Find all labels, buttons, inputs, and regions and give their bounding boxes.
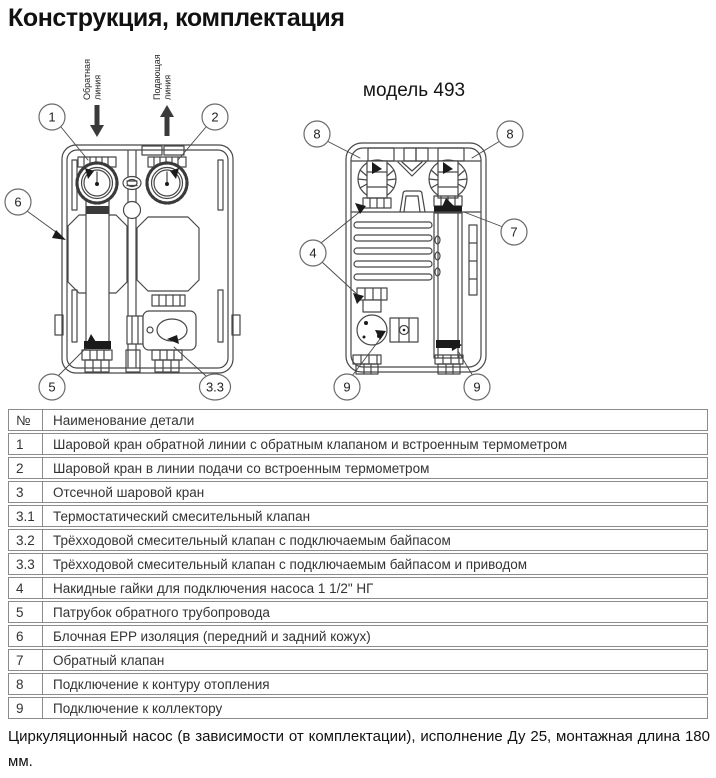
svg-text:8: 8 xyxy=(313,126,321,142)
page-title: Конструкция, комплектация xyxy=(8,4,345,32)
table-row xyxy=(8,697,708,719)
diagrams-canvas xyxy=(0,50,716,408)
row-name: Шаровой кран обратной линии с обратным клапаном и встроенным термометром xyxy=(53,436,568,452)
riser-pipe xyxy=(434,213,462,358)
row-num: 3.2 xyxy=(9,530,43,550)
callout-5 xyxy=(39,374,65,400)
header-name: Наименование детали xyxy=(53,412,195,428)
flow-up-arrow xyxy=(160,105,174,136)
row-num: 3 xyxy=(9,482,43,502)
model-label: модель 493 xyxy=(362,80,466,101)
row-name: Подключение к коллектору xyxy=(53,700,223,716)
table-header-row xyxy=(8,409,708,431)
table-row xyxy=(8,505,708,527)
row-num: 6 xyxy=(9,626,43,646)
table-row xyxy=(8,601,708,623)
callout-8-right xyxy=(497,121,523,147)
callout-1 xyxy=(39,104,65,130)
table-row xyxy=(8,433,708,455)
table-row xyxy=(8,481,708,503)
svg-text:9: 9 xyxy=(343,379,351,395)
table-row xyxy=(8,457,708,479)
row-name: Блочная EPP изоляция (передний и задний кожух) xyxy=(53,628,371,644)
parts-table xyxy=(8,409,708,721)
supply-line-label: Подающаялиния xyxy=(152,54,173,100)
mixing-valve-body xyxy=(357,288,418,345)
svg-text:6: 6 xyxy=(14,194,22,210)
table-row xyxy=(8,577,708,599)
callout-7 xyxy=(501,219,527,245)
row-num: 4 xyxy=(9,578,43,598)
thermometer-gauge-supply xyxy=(147,163,187,203)
svg-text:1: 1 xyxy=(48,109,56,125)
row-num: 3.3 xyxy=(9,554,43,574)
pump-ribs xyxy=(354,222,432,280)
svg-text:8: 8 xyxy=(506,126,514,142)
callout-9-left xyxy=(334,374,360,400)
row-name: Патрубок обратного трубопровода xyxy=(53,604,270,620)
pump-collar xyxy=(152,295,185,306)
row-name: Трёхходовой смесительный клапан с подключаемым байпасом и приводом xyxy=(53,556,528,572)
footer-note: Циркуляционный насос (в зависимости от комплектации), исполнение Ду 25, монтажная длина 180 мм. xyxy=(8,728,710,770)
callout-9-right xyxy=(464,374,490,400)
thermometer-gauge-return xyxy=(77,163,117,203)
callout-2 xyxy=(202,104,228,130)
mixing-valve-actuator xyxy=(127,311,196,350)
svg-text:7: 7 xyxy=(510,224,518,240)
row-num: 5 xyxy=(9,602,43,622)
callout-3-3 xyxy=(200,374,231,400)
row-num: 3.1 xyxy=(9,506,43,526)
svg-text:5: 5 xyxy=(48,379,56,395)
header-num: № xyxy=(9,410,43,430)
left-pump-group-diagram xyxy=(5,54,240,400)
row-num: 8 xyxy=(9,674,43,694)
svg-text:4: 4 xyxy=(309,245,317,261)
side-hinge xyxy=(469,225,477,295)
bottom-connectors-left-diagram xyxy=(82,350,182,372)
heating-port-right xyxy=(429,160,467,198)
row-name: Обратный клапан xyxy=(53,652,165,668)
row-num: 9 xyxy=(9,698,43,718)
return-line-label: Обратнаялиния xyxy=(82,59,103,100)
table-row xyxy=(8,625,708,647)
callout-6 xyxy=(5,189,31,215)
row-name: Накидные гайки для подключения насоса 1 1/2" НГ xyxy=(53,580,374,596)
row-num: 1 xyxy=(9,434,43,454)
row-name: Отсечной шаровой кран xyxy=(53,484,205,500)
row-name: Шаровой кран в линии подачи со встроенным термометром xyxy=(53,460,430,476)
row-num: 7 xyxy=(9,650,43,670)
row-num: 2 xyxy=(9,458,43,478)
table-row xyxy=(8,649,708,671)
svg-text:2: 2 xyxy=(211,109,219,125)
table-row xyxy=(8,529,708,551)
table-row xyxy=(8,553,708,575)
row-name: Термостатический смесительный клапан xyxy=(53,508,311,524)
heating-port-left xyxy=(358,160,396,198)
svg-text:9: 9 xyxy=(473,379,481,395)
svg-text:3.3: 3.3 xyxy=(205,379,225,395)
callout-8-left xyxy=(304,121,330,147)
flow-down-arrow xyxy=(90,105,104,137)
row-name: Трёхходовой смесительный клапан с подключаемым байпасом xyxy=(53,532,451,548)
callout-4 xyxy=(300,240,326,266)
row-name: Подключение к контуру отопления xyxy=(53,676,270,692)
table-row xyxy=(8,673,708,695)
right-pump-group-diagram xyxy=(300,80,527,400)
return-pipe xyxy=(84,200,111,350)
